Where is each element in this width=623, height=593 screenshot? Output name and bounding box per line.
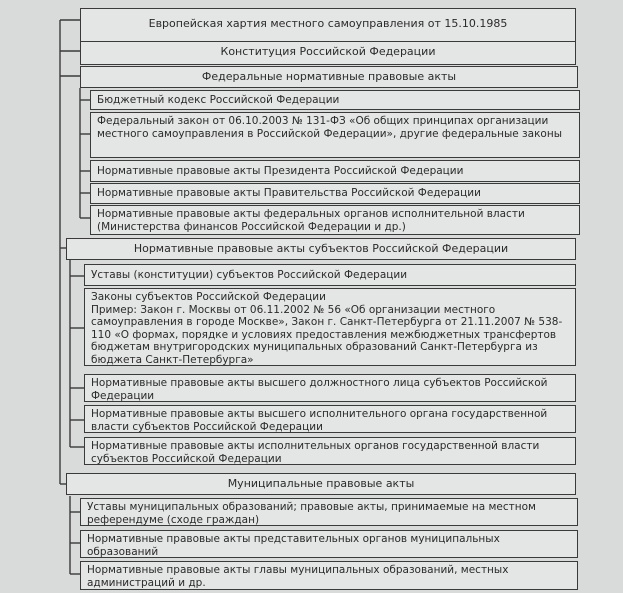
subjects-item-charters: Уставы (конституции) субъектов Российской Федерации <box>84 264 576 286</box>
constitution-box: Конституция Российской Федерации <box>80 41 576 65</box>
federal-item-budget-code: Бюджетный кодекс Российской Федерации <box>90 90 580 110</box>
subjects-item-laws: Законы субъектов Российской Федерации Пример: Закон г. Москвы от 06.11.2002 № 56 «Об организации местного самоуправления в городе Москве», Закон г. Санкт-Петербурга от 21.11.2007 № 538-110 «О формах, порядке и условиях предоставления межбюджетных трансфертов бюджетам внутригородских муниципальных образований Санкт-Петербурга из бюджета Санкт-Петербурга» <box>84 288 576 366</box>
federal-item-law-131: Федеральный закон от 06.10.2003 № 131-ФЗ «Об общих принципах организации местного самоуправления в Российской Федерации», другие федеральные законы <box>90 112 580 158</box>
municipal-acts-header: Муниципальные правовые акты <box>66 473 576 495</box>
municipal-item-representative-acts: Нормативные правовые акты представительных органов муниципальных образований <box>80 530 578 558</box>
federal-item-executive-acts: Нормативные правовые акты федеральных органов исполнительной власти (Министерства финансов Российской Федерации и др.) <box>90 205 580 235</box>
municipal-item-head-acts: Нормативные правовые акты главы муниципальных образований, местных администраций и др. <box>80 561 578 590</box>
municipal-item-charters: Уставы муниципальных образований; правовые акты, принимаемые на местном референдуме (сходе граждан) <box>80 498 578 526</box>
federal-item-president-acts: Нормативные правовые акты Президента Российской Федерации <box>90 160 580 182</box>
federal-item-government-acts: Нормативные правовые акты Правительства Российской Федерации <box>90 183 580 204</box>
subjects-item-head-acts: Нормативные правовые акты высшего должностного лица субъектов Российской Федерации <box>84 374 576 402</box>
subjects-item-executive-body-acts: Нормативные правовые акты высшего исполнительного органа государственной власти субъектов Российской Федерации <box>84 405 576 433</box>
european-charter-box: Европейская хартия местного самоуправления от 15.10.1985 <box>80 8 576 44</box>
federal-acts-header: Федеральные нормативные правовые акты <box>80 66 578 88</box>
subjects-item-executive-organs-acts: Нормативные правовые акты исполнительных органов государственной власти субъектов Российской Федерации <box>84 437 576 465</box>
subjects-acts-header: Нормативные правовые акты субъектов Российской Федерации <box>66 238 576 260</box>
